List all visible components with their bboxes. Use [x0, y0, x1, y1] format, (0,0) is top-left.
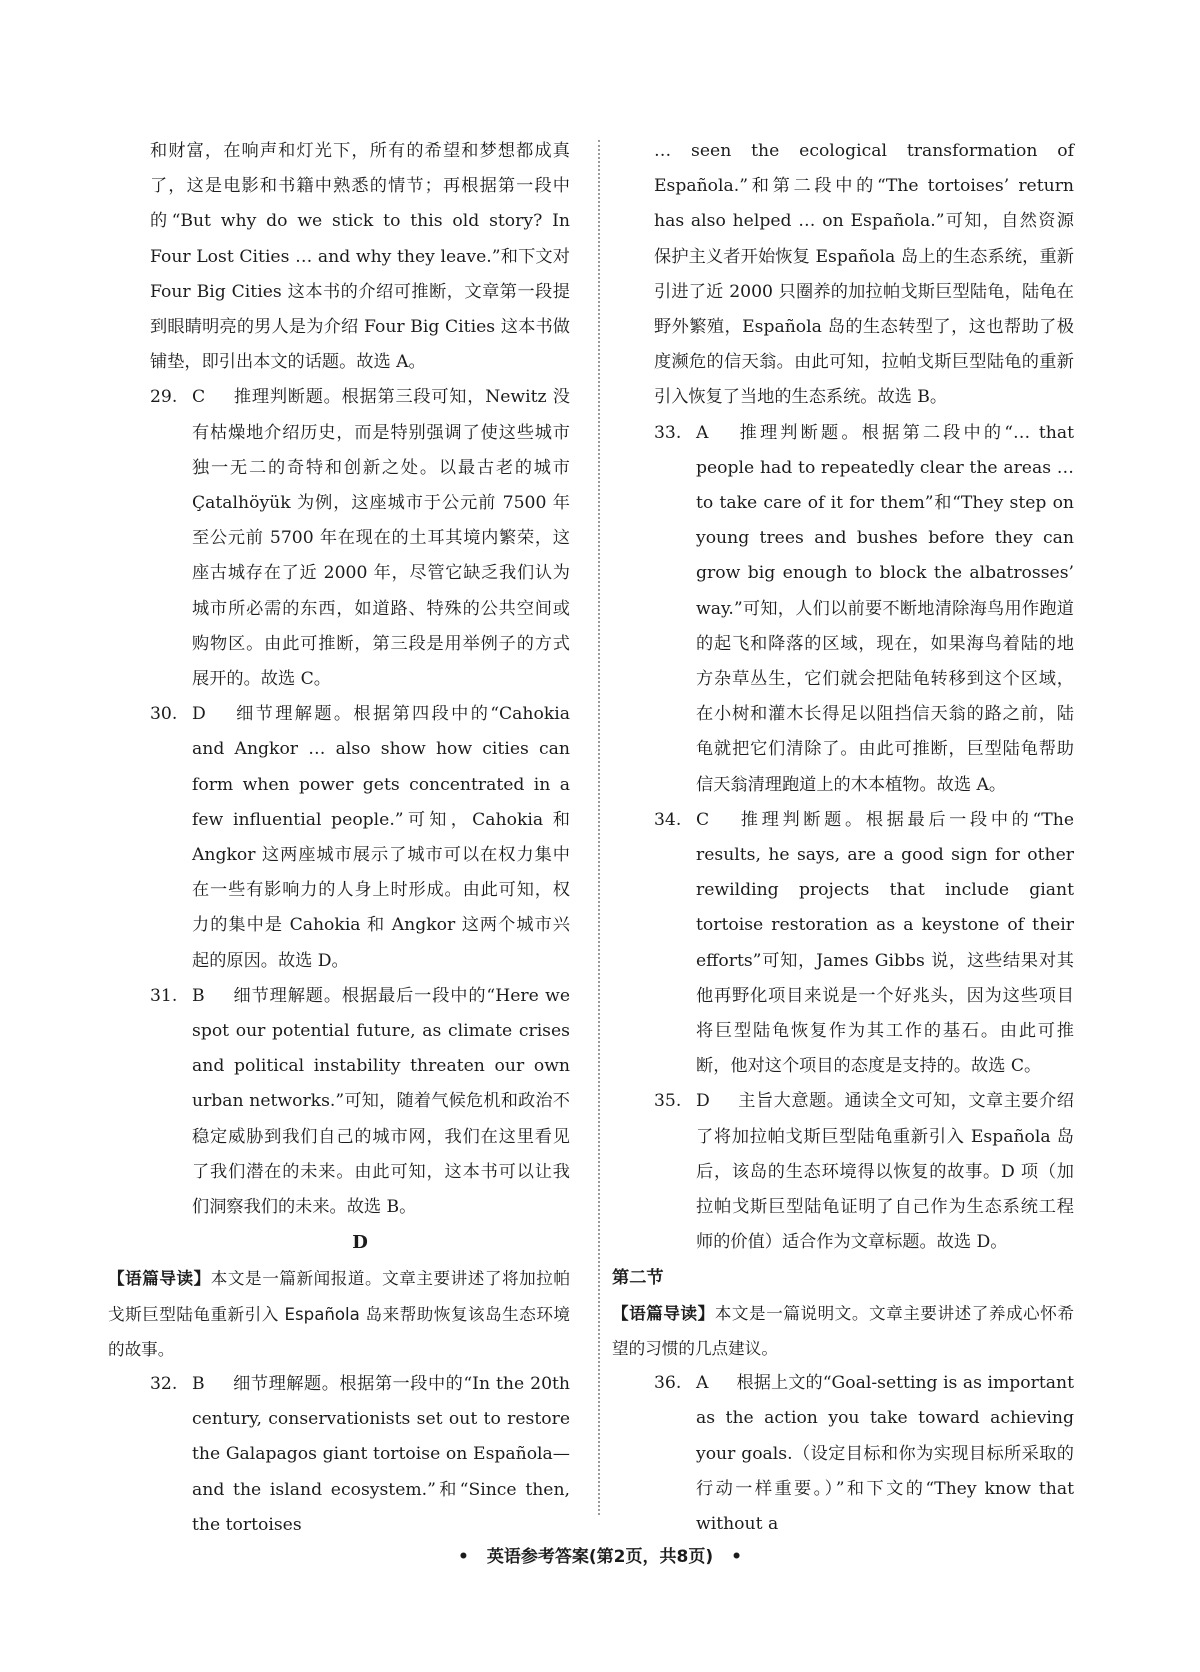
- guide-tag: 【语篇导读】: [612, 1303, 715, 1323]
- answer-item-34: [654, 803, 1074, 1085]
- answer-item-29: [150, 380, 570, 697]
- explanation-text: 主旨大意题。通读全文可知，文章主要介绍了将加拉帕戈斯巨型陆龟重新引入 Española 岛后，该岛的生态环境得以恢复的故事。D 项（加拉帕戈斯巨型陆龟证明了自己作为生态系统工程师的价值）适合作为文章标题。故选 D。: [696, 1091, 1074, 1253]
- footer-bullet-left: •: [458, 1547, 469, 1567]
- answer-item-36: [654, 1366, 1074, 1542]
- answer-letter: B: [192, 1373, 205, 1394]
- explanation-text: 细节理解题。根据第四段中的“Cahokia and Angkor … also show how cities can form when power gets concentrated in a few influential people.”可知，Cahokia 和 Angkor 这两座城市展示了城市可以在权力集中在一些有影响力的人身上时形成。由此可知，权力的集中是 Cahokia 和 Angkor 这两个城市兴起的原因。故选 D。: [192, 704, 570, 971]
- column-divider: [598, 140, 600, 1515]
- answer-letter: D: [192, 704, 206, 725]
- item-28-continuation: 和财富，在响声和灯光下，所有的希望和梦想都成真了，这是电影和书籍中熟悉的情节；再根据第一段中的“But why do we stick to this old story? In Four Lost Cities … and why they leave.”和下文对 Four Big Cities 这本书的介绍可推断，文章第一段提到眼睛明亮的男人是为介绍 Four Big Cities 这本书做铺垫，即引出本文的话题。故选 A。: [150, 141, 570, 373]
- left-column: [108, 134, 571, 1543]
- item-number: 35.: [654, 1091, 682, 1112]
- answer-item-33: [654, 416, 1074, 803]
- answer-item-32: [150, 1367, 570, 1543]
- explanation-text: 细节理解题。根据第一段中的“In the 20th century, conservationists set out to restore the Galapagos giant tortoise on Española—and the island ecosystem.”和“Since then, the tortoises: [192, 1373, 570, 1535]
- footer-text: 英语参考答案(第2页，共8页): [486, 1547, 714, 1567]
- explanation-text: 推理判断题。根据第二段中的“… that people had to repeatedly clear the areas … to take care of it for them”和“They step on young trees and bushes before they can grow big enough to block the albatrosses’ way.”可知，人们以前要不断地清除海鸟用作跑道的起飞和降落的区域，现在，如果海鸟着陆的地方杂草丛生，它们就会把陆龟转移到这个区域，在小树和灌木长得足以阻挡信天翁的路之前，陆龟就把它们清除了。由此可推断，巨型陆龟帮助信天翁清理跑道上的木本植物。故选 A。: [696, 422, 1074, 795]
- answer-letter: C: [192, 387, 206, 408]
- answer-letter: C: [696, 809, 710, 830]
- right-column: [612, 134, 1075, 1542]
- answer-letter: B: [192, 985, 205, 1006]
- answer-item-35: [654, 1084, 1074, 1260]
- explanation-text: 根据上文的“Goal-setting is as important as the action you take toward achieving your goals.（设定目标和你为实现目标所采取的行动一样重要。）”和下文的“They know that without a: [696, 1373, 1074, 1534]
- section-heading-d: D: [352, 1232, 368, 1254]
- page-footer: [0, 1542, 1200, 1567]
- section-title: 第二节: [612, 1267, 664, 1288]
- item-number: 36.: [654, 1373, 682, 1394]
- item-number: 33.: [654, 422, 682, 443]
- explanation-text: 推理判断题。根据第三段可知，Newitz 没有枯燥地介绍历史，而是特别强调了使这些城市独一无二的奇特和创新之处。以最古老的城市 Çatalhöyük 为例，这座城市于公元前 7500 年至公元前 5700 年在现在的土耳其境内繁荣，这座古城存在了近 2000 年，尽管它缺乏我们认为城市所必需的东西，如道路、特殊的公共空间或购物区。由此可推断，第三段是用举例子的方式展开的。故选 C。: [192, 387, 570, 690]
- answer-letter: A: [696, 422, 709, 443]
- item-number: 29.: [150, 387, 178, 408]
- item-number: 31.: [150, 985, 178, 1006]
- answer-item-30: [150, 697, 570, 979]
- passage-guide: [612, 1296, 1074, 1366]
- guide-text: 本文是一篇说明文。文章主要讲述了养成心怀希望的习惯的几点建议。: [612, 1303, 1075, 1358]
- explanation-text: 推理判断题。根据最后一段中的“The results, he says, are a good sign for other rewilding projects that include giant tortoise restoration as a keystone of their efforts”可知，James Gibbs 说，这些结果对其他再野化项目来说是一个好兆头，因为这些项目将巨型陆龟恢复作为其工作的基石。由此可推断，他对这个项目的态度是支持的。故选 C。: [696, 809, 1074, 1077]
- answer-item-31: [150, 979, 570, 1225]
- guide-text: 本文是一篇新闻报道。文章主要讲述了将加拉帕戈斯巨型陆龟重新引入 Española 岛来帮助恢复该岛生态环境的故事。: [108, 1269, 571, 1359]
- footer-bullet-right: •: [731, 1547, 742, 1567]
- passage-guide: [108, 1261, 570, 1367]
- item-32-continuation: … seen the ecological transformation of Española.”和第二段中的“The tortoises’ return has also helped … on Española.”可知，自然资源保护主义者开始恢复 Española 岛上的生态系统，重新引进了近 2000 只圈养的加拉帕戈斯巨型陆龟，陆龟在野外繁殖，Española 岛的生态转型了，这也帮助了极度濒危的信天翁。由此可知，拉帕戈斯巨型陆龟的重新引入恢复了当地的生态系统。故选 B。: [654, 141, 1074, 408]
- item-number: 34.: [654, 809, 682, 830]
- guide-tag: 【语篇导读】: [108, 1269, 211, 1289]
- explanation-text: 细节理解题。根据最后一段中的“Here we spot our potential future, as climate crises and political instability threaten our own urban networks.”可知，随着气候危机和政治不稳定威胁到我们自己的城市网，我们在这里看见了我们潜在的未来。由此可知，这本书可以让我们洞察我们的未来。故选 B。: [192, 985, 570, 1218]
- answer-letter: A: [696, 1373, 709, 1394]
- item-number: 30.: [150, 704, 178, 725]
- item-number: 32.: [150, 1373, 178, 1394]
- answer-letter: D: [696, 1091, 710, 1112]
